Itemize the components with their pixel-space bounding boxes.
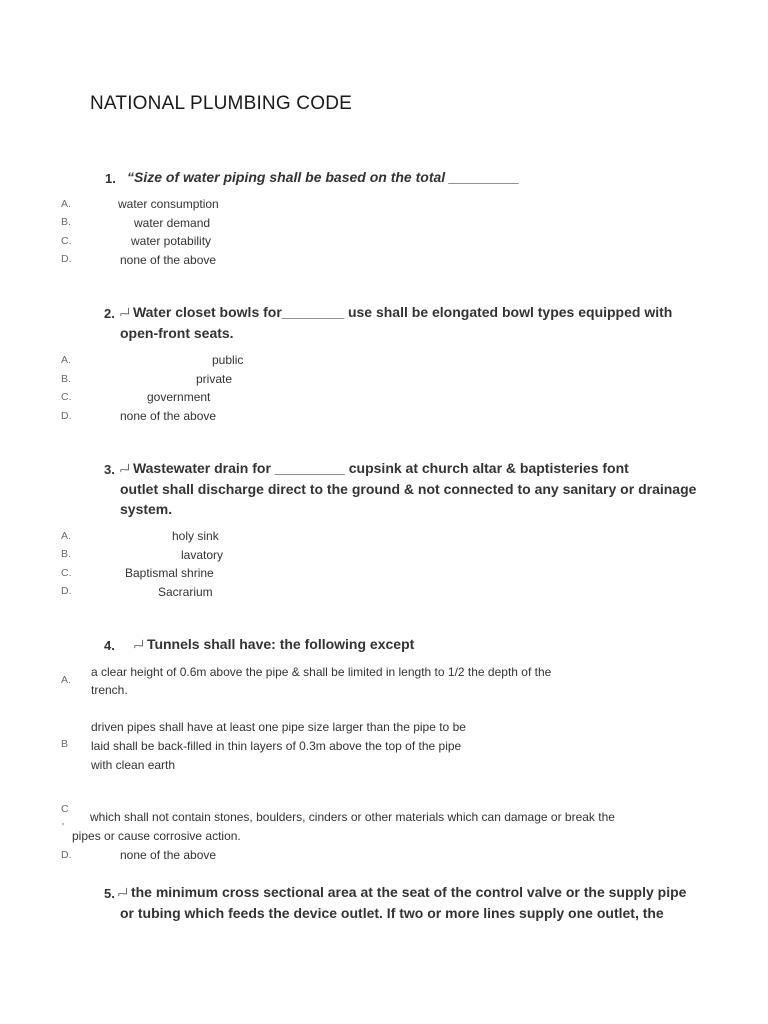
question-2-line-2: open-front seats. xyxy=(120,325,234,341)
question-3-line-2: outlet shall discharge direct to the ground & not connected to any sanitary or drainage xyxy=(120,481,697,497)
question-2-text: Water closet bowls for________ use shall be elongated bowl types equipped with xyxy=(132,304,673,320)
question-4-number: 4. xyxy=(104,638,115,653)
bullet-mark-icon: ⌐┘ xyxy=(120,309,131,320)
option-text-a: holy sink xyxy=(172,529,219,543)
question-3-text: Wastewater drain for _________ cupsink at church altar & baptisteries font xyxy=(132,460,629,476)
question-2-line-1 xyxy=(120,304,672,320)
option-text-b-line-2: laid shall be back-filled in thin layers of 0.3m above the top of the pipe xyxy=(91,739,462,753)
option-letter-d: D. xyxy=(61,410,72,422)
option-letter-a: A. xyxy=(61,674,71,686)
option-text-d: none of the above xyxy=(120,253,217,267)
question-5-line-2: or tubing which feeds the device outlet. If two or more lines supply one outlet, the xyxy=(120,905,664,921)
question-1-number: 1. xyxy=(105,171,116,186)
option-letter-b: B. xyxy=(61,373,71,385)
option-text-c-line-1: which shall not contain stones, boulders, cinders or other materials which can damage or break the xyxy=(90,810,615,824)
option-text-b: lavatory xyxy=(181,548,224,562)
question-3-line-3: system. xyxy=(120,501,173,517)
option-text-d: none of the above xyxy=(120,409,217,423)
option-text-a-line-1: a clear height of 0.6m above the pipe & shall be limited in length to 1/2 the depth of the xyxy=(91,665,552,679)
option-letter-a: A. xyxy=(61,530,71,542)
option-letter-b: B. xyxy=(61,548,71,560)
option-letter-c: C. xyxy=(61,235,72,247)
question-5-number: 5. xyxy=(104,886,115,901)
option-letter-d: D. xyxy=(61,849,72,861)
option-letter-c-mark: ' xyxy=(62,821,65,833)
question-5-line-1 xyxy=(118,884,686,900)
option-text-c-line-2: pipes or cause corrosive action. xyxy=(72,829,241,843)
option-letter-d: D. xyxy=(61,585,72,597)
option-letter-c: C. xyxy=(61,391,72,403)
option-text-b-line-1: driven pipes shall have at least one pipe size larger than the pipe to be xyxy=(91,720,466,734)
question-4-text: Tunnels shall have: the following except xyxy=(146,636,415,652)
question-4-line-1 xyxy=(134,636,414,652)
question-1-text: “Size of water piping shall be based on the total _________ xyxy=(127,169,520,185)
option-text-a-line-2: trench. xyxy=(91,683,128,697)
option-text-b-line-3: with clean earth xyxy=(91,758,176,772)
bullet-mark-icon: ⌐┘ xyxy=(134,641,145,652)
question-3-number: 3. xyxy=(104,462,115,477)
bullet-mark-icon: ⌐┘ xyxy=(118,889,129,900)
option-letter-c: C. xyxy=(61,567,72,579)
option-letter-b: B. xyxy=(61,216,71,228)
option-letter-d: D. xyxy=(61,253,72,265)
option-letter-b: B xyxy=(61,738,69,750)
question-2-number: 2. xyxy=(104,306,115,321)
option-text-b: water demand xyxy=(134,216,211,230)
option-text-a: public xyxy=(212,353,244,367)
question-5-text: the minimum cross sectional area at the seat of the control valve or the supply pipe xyxy=(130,884,687,900)
option-text-c: government xyxy=(147,390,211,404)
option-text-c: Baptismal shrine xyxy=(125,566,214,580)
bullet-mark-icon: ⌐┘ xyxy=(120,465,131,476)
option-text-d: Sacrarium xyxy=(158,585,213,599)
option-letter-a: A. xyxy=(61,354,71,366)
option-text-d: none of the above xyxy=(120,848,217,862)
question-3-line-1 xyxy=(120,460,629,476)
option-text-a: water consumption xyxy=(118,197,219,211)
option-letter-c: C xyxy=(61,803,69,815)
document-title: NATIONAL PLUMBING CODE xyxy=(90,93,352,114)
option-text-b: private xyxy=(196,372,233,386)
option-letter-a: A. xyxy=(61,198,71,210)
option-text-c: water potability xyxy=(131,234,212,248)
